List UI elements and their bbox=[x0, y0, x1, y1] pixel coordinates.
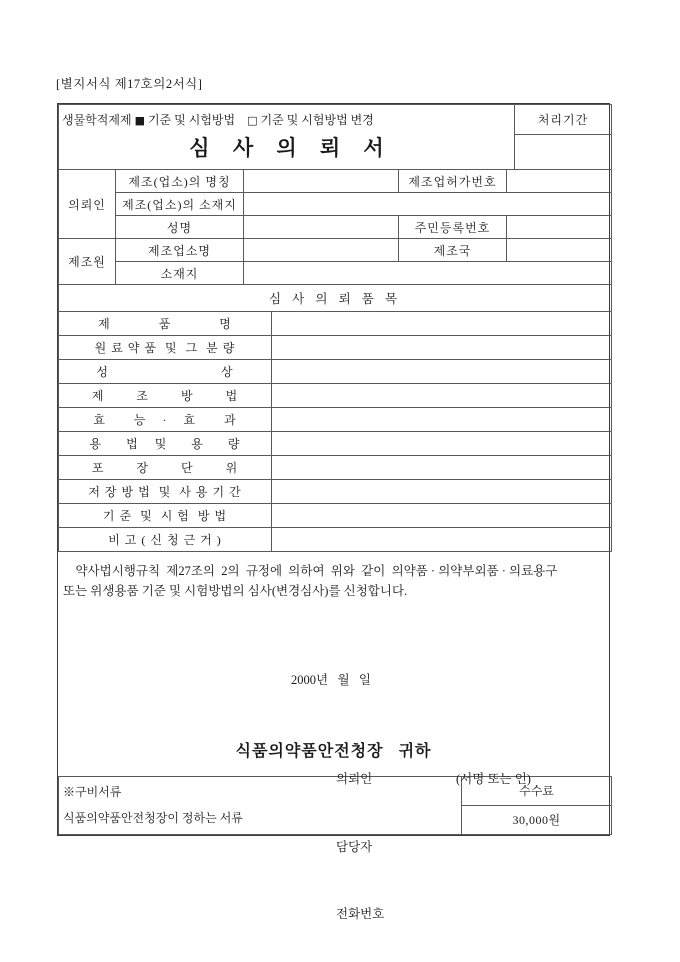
item-value-product-name bbox=[272, 312, 612, 336]
declaration-line2: 또는 위생용품 기준 및 시험방법의 심사(변경심사)를 신청합니다. bbox=[63, 584, 408, 598]
declaration-paragraph bbox=[58, 552, 609, 601]
item-label-manufacturing-method: 제 조 방 법 bbox=[59, 384, 272, 408]
required-documents-marker: ※구비서류 bbox=[63, 785, 122, 799]
items-section bbox=[58, 284, 612, 552]
processing-period-value bbox=[515, 134, 612, 169]
declaration-line1: 약사법시행규칙 제27조의 2의 규정에 의하여 위와 같이 의약품 · 의약부외품 · 의료용구 bbox=[63, 564, 558, 578]
applicant-sign-label: 의뢰인 bbox=[336, 772, 373, 786]
establishment-name-value bbox=[244, 170, 399, 193]
option-change-label: 기준 및 시험방법 변경 bbox=[260, 113, 374, 127]
required-documents-text: 식품의약품안전청장이 정하는 서류 bbox=[63, 811, 243, 826]
person-name-label: 성명 bbox=[116, 216, 244, 239]
date-line: 2000년 월 일 bbox=[291, 673, 371, 687]
applicant-group-label: 의뢰인 bbox=[59, 170, 116, 239]
mfr-site-name-label: 제조업소명 bbox=[116, 239, 244, 262]
item-value-dosage bbox=[272, 432, 612, 456]
item-label-standards-test-methods: 기 준 및 시 험 방 법 bbox=[59, 504, 272, 528]
option-standard-label: 기준 및 시험방법 bbox=[147, 113, 236, 127]
items-section-title: 심 사 의 뢰 품 목 bbox=[59, 285, 612, 312]
establishment-name-label: 제조(업소)의 명칭 bbox=[116, 170, 244, 193]
form-title: 심 사 의 뢰 서 bbox=[189, 136, 393, 160]
item-value-manufacturing-method bbox=[272, 384, 612, 408]
header-left-cell bbox=[59, 105, 515, 170]
item-value-appearance bbox=[272, 360, 612, 384]
mfr-country-label: 제조국 bbox=[399, 239, 507, 262]
mfr-address-value bbox=[244, 262, 612, 285]
license-number-value bbox=[507, 170, 612, 193]
item-label-packaging-unit: 포 장 단 위 bbox=[59, 456, 272, 480]
item-label-raw-materials: 원 료 약 품 및 그 분 량 bbox=[59, 336, 272, 360]
item-value-remarks bbox=[272, 528, 612, 552]
info-section bbox=[58, 169, 612, 285]
item-value-standards-test-methods bbox=[272, 504, 612, 528]
classification-label: 생물학적제제 bbox=[62, 113, 132, 127]
addressee-line: 식품의약품안전청장 귀하 bbox=[235, 743, 432, 760]
checkbox-standard-checked-icon: ■ bbox=[134, 114, 145, 127]
form-table bbox=[57, 103, 610, 921]
item-label-product-name: 제 품 명 bbox=[59, 312, 272, 336]
form-code-label: [별지서식 제17호의2서식] bbox=[56, 77, 203, 91]
item-label-efficacy: 효 능 · 효 과 bbox=[59, 408, 272, 432]
header-section bbox=[58, 104, 612, 170]
fee-label: 수수료 bbox=[462, 777, 612, 806]
classification-line bbox=[59, 105, 514, 128]
resident-number-value bbox=[507, 216, 612, 239]
signature-block bbox=[291, 640, 531, 962]
establishment-address-value bbox=[244, 193, 612, 216]
person-name-value bbox=[244, 216, 399, 239]
item-label-storage-shelf-life: 저 장 방 법 및 사 용 기 간 bbox=[59, 480, 272, 504]
establishment-address-label: 제조(업소)의 소재지 bbox=[116, 193, 244, 216]
item-value-raw-materials bbox=[272, 336, 612, 360]
item-value-storage-shelf-life bbox=[272, 480, 612, 504]
applicant-sign-line bbox=[336, 768, 531, 791]
manager-line: 담당자 bbox=[336, 839, 373, 854]
item-label-dosage: 용 법 및 용 량 bbox=[59, 432, 272, 456]
mfr-country-value bbox=[507, 239, 612, 262]
processing-period-label: 처리기간 bbox=[515, 105, 612, 135]
mfr-address-label: 소재지 bbox=[116, 262, 244, 285]
manufacturer-group-label: 제조원 bbox=[59, 239, 116, 285]
mfr-site-name-value bbox=[244, 239, 399, 262]
item-label-appearance: 성 상 bbox=[59, 360, 272, 384]
phone-line: 전화번호 bbox=[336, 907, 385, 921]
item-label-remarks: 비 고 ( 신 청 근 거 ) bbox=[59, 528, 272, 552]
item-value-packaging-unit bbox=[272, 456, 612, 480]
resident-number-label: 주민등록번호 bbox=[399, 216, 507, 239]
license-number-label: 제조업허가번호 bbox=[399, 170, 507, 193]
item-value-efficacy bbox=[272, 408, 612, 432]
fee-amount: 30,000원 bbox=[462, 805, 612, 834]
sign-or-seal-note: (서명 또는 인) bbox=[456, 772, 531, 786]
checkbox-change-unchecked-icon: □ bbox=[247, 114, 258, 127]
